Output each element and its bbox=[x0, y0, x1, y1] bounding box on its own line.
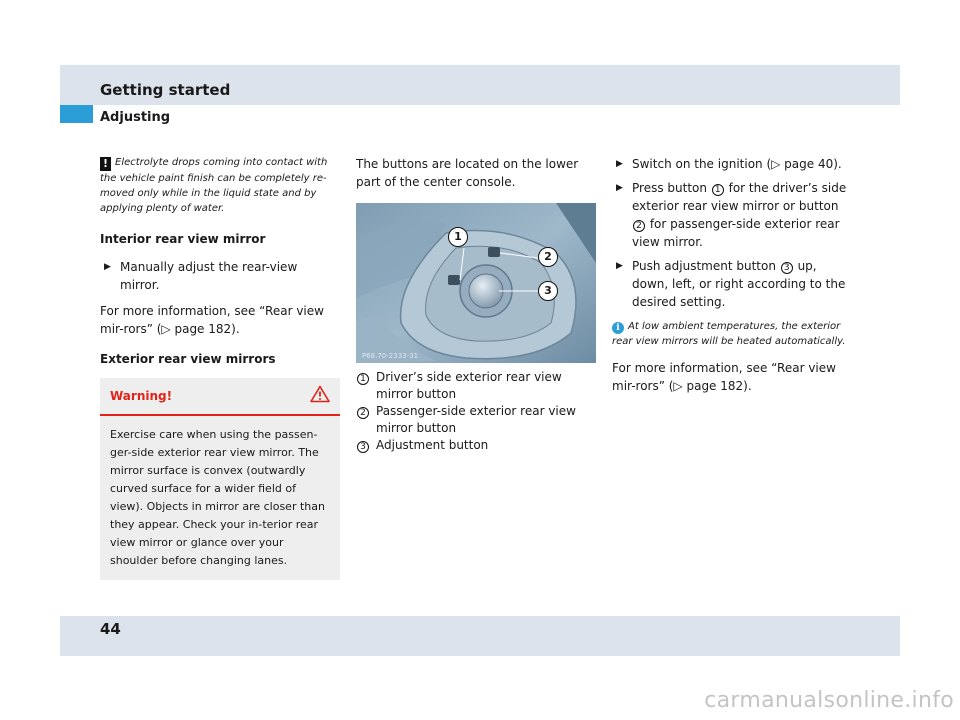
warning-body: Exercise care when using the passen-ger-side exterior rear view mirror. The mirror surface is convex (outwardly curved surface for a wider field of view). Objects in mirror are closer than they appear. Check your in-terior rear view mirror or glance over your shoulder before changing lanes. bbox=[110, 428, 325, 567]
console-illustration bbox=[356, 203, 596, 363]
step-bullet bbox=[612, 257, 852, 311]
column-left bbox=[100, 155, 340, 580]
legend-item bbox=[356, 369, 596, 403]
warning-header bbox=[100, 378, 340, 416]
step-text: Press button 1 for the driver’s side exterior rear view mirror or button 2 for passenger-side exterior rear view mirror. bbox=[632, 181, 847, 249]
step-text: Push adjustment button 3 up, down, left, or right according to the desired setting. bbox=[632, 259, 846, 309]
footer-band bbox=[60, 616, 900, 656]
callout-2: 2 bbox=[538, 247, 558, 267]
warning-box bbox=[100, 378, 340, 580]
bullet-arrow-icon: ▶ bbox=[104, 262, 111, 272]
legend-text: Adjustment button bbox=[376, 438, 489, 452]
step-text: Switch on the ignition (▷ page 40). bbox=[632, 157, 842, 171]
console-intro: The buttons are located on the lower part of the center console. bbox=[356, 157, 579, 189]
bullet-arrow-icon: ▶ bbox=[616, 159, 623, 169]
info-icon: i bbox=[612, 322, 624, 334]
section-title: Adjusting bbox=[100, 110, 171, 125]
legend-text: Passenger-side exterior rear view mirror button bbox=[376, 404, 576, 435]
button-number: 2 bbox=[633, 220, 645, 232]
interior-bullet-text: Manually adjust the rear-view mirror. bbox=[120, 260, 298, 292]
exterior-mirror-heading: Exterior rear view mirrors bbox=[100, 352, 276, 366]
button-number: 1 bbox=[712, 184, 724, 196]
step-bullet bbox=[612, 155, 852, 173]
exclamation-icon: ! bbox=[100, 157, 111, 171]
bullet-arrow-icon: ▶ bbox=[616, 261, 623, 271]
warning-triangle-icon bbox=[310, 385, 330, 407]
callout-1: 1 bbox=[448, 227, 468, 247]
callout-3: 3 bbox=[538, 281, 558, 301]
legend-item bbox=[356, 437, 596, 454]
section-tab-marker bbox=[60, 105, 93, 123]
bullet-arrow-icon: ▶ bbox=[616, 183, 623, 193]
note-text: Electrolyte drops coming into contact with the vehicle paint finish can be completely re-moved only while in the liquid state and by applying plenty of water. bbox=[100, 157, 328, 214]
legend-number: 3 bbox=[357, 441, 369, 453]
photo-reference: P68.70-2333-31 bbox=[362, 352, 419, 360]
button-number: 3 bbox=[781, 262, 793, 274]
legend-number: 1 bbox=[357, 373, 369, 385]
photo-legend bbox=[356, 369, 596, 454]
interior-mirror-heading: Interior rear view mirror bbox=[100, 232, 266, 246]
legend-text: Driver’s side exterior rear view mirror button bbox=[376, 370, 562, 401]
page-number: 44 bbox=[100, 620, 121, 638]
legend-item bbox=[356, 403, 596, 437]
exterior-more-info: For more information, see “Rear view mir-rors” (▷ page 182). bbox=[612, 361, 836, 393]
step-bullet bbox=[612, 179, 852, 251]
info-note bbox=[612, 319, 852, 349]
console-photo bbox=[356, 203, 596, 363]
watermark-text: carmanualsonline.info bbox=[704, 688, 954, 713]
info-note-text: At low ambient temperatures, the exterior rear view mirrors will be heated automatically. bbox=[612, 321, 846, 347]
chapter-title: Getting started bbox=[100, 81, 231, 99]
interior-bullet bbox=[100, 258, 340, 294]
column-right bbox=[612, 155, 852, 395]
electrolyte-note bbox=[100, 155, 340, 216]
warning-title: Warning! bbox=[110, 389, 173, 403]
interior-more-info: For more information, see “Rear view mir-rors” (▷ page 182). bbox=[100, 304, 324, 336]
column-middle bbox=[356, 155, 596, 454]
legend-number: 2 bbox=[357, 407, 369, 419]
